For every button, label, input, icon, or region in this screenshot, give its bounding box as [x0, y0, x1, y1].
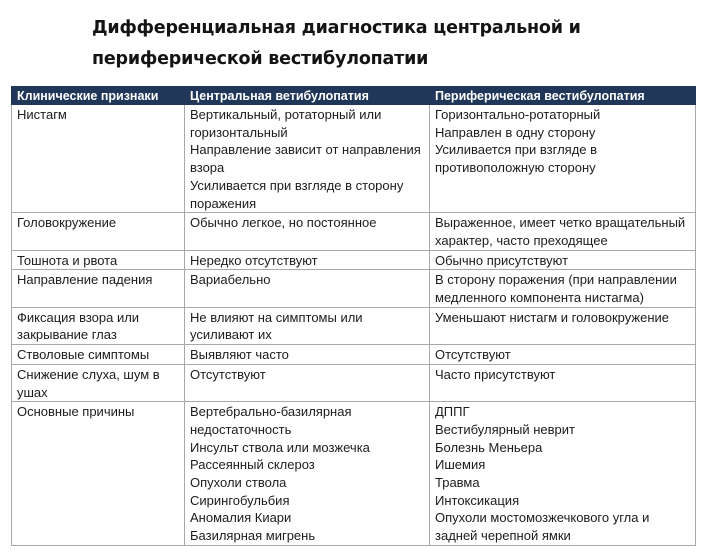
cell-central-line: Вертикальный, ротаторный или горизонтальный — [190, 107, 382, 140]
cell-peripheral-line: Направлен в одну сторону — [435, 124, 596, 140]
cell-central — [185, 213, 430, 250]
cell-central-line: Базилярная мигрень — [190, 528, 316, 544]
table-row — [12, 402, 696, 546]
cell-central-line: Нередко отсутствуют — [190, 252, 318, 268]
cell-peripheral-line: В сторону поражения (при направлении медленного компонента нистагма) — [435, 272, 677, 306]
diagnosis-table — [11, 86, 696, 546]
cell-peripheral-line: Выраженное, имеет четко вращательный характер, часто преходящее — [435, 215, 686, 248]
page-title: Дифференциальная диагностика центральной и периферической вестибулопатии — [92, 18, 581, 69]
cell-central — [185, 345, 430, 365]
header-clinical-signs: Клинические признаки — [12, 87, 185, 105]
header-peripheral: Периферическая вестибулопатия — [430, 87, 696, 105]
cell-peripheral — [430, 307, 696, 344]
header-central: Центральная ветибулопатия — [185, 87, 430, 105]
cell-clinical-sign: Фиксация взора или закрывание глаз — [12, 307, 185, 344]
table-row — [12, 364, 696, 401]
cell-central-line: Направление зависит от направления взора — [190, 142, 421, 176]
cell-peripheral-line: Болезнь Меньера — [435, 439, 543, 455]
cell-peripheral-line: Часто присутствуют — [435, 366, 556, 382]
cell-central — [185, 364, 430, 401]
cell-central-line: Не влияют на симптомы или усиливают их — [190, 309, 363, 343]
cell-central — [185, 250, 430, 270]
cell-peripheral-line: Обычно присутствуют — [435, 252, 569, 268]
cell-clinical-sign: Основные причины — [12, 402, 185, 546]
cell-clinical-sign: Стволовые симптомы — [12, 345, 185, 365]
cell-peripheral-line: Интоксикация — [435, 492, 520, 508]
cell-clinical-sign: Тошнота и рвота — [12, 250, 185, 270]
cell-central-line: Инсульт ствола или мозжечка — [190, 439, 370, 455]
cell-central-line: Отсутствуют — [190, 366, 266, 382]
cell-central-line: Вертебрально-базилярная недостаточность — [190, 404, 352, 437]
cell-clinical-sign: Нистагм — [12, 105, 185, 213]
cell-central — [185, 402, 430, 546]
cell-clinical-sign: Головокружение — [12, 213, 185, 250]
table-row — [12, 250, 696, 270]
table-row — [12, 270, 696, 307]
cell-peripheral — [430, 105, 696, 213]
cell-central-line: Опухоли ствола — [190, 475, 287, 491]
cell-peripheral-line: ДППГ — [435, 404, 470, 420]
cell-central-line: Вариабельно — [190, 272, 271, 288]
cell-peripheral-line: Уменьшают нистагм и головокружение — [435, 309, 669, 325]
table-row — [12, 345, 696, 365]
cell-clinical-sign: Направление падения — [12, 270, 185, 307]
cell-clinical-sign: Снижение слуха, шум в ушах — [12, 364, 185, 401]
cell-peripheral-line: Ишемия — [435, 457, 486, 473]
cell-peripheral — [430, 270, 696, 307]
cell-central-line: Выявляют часто — [190, 347, 289, 363]
table-row — [12, 213, 696, 250]
cell-peripheral-line: Усиливается при взгляде в противоположную сторону — [435, 142, 598, 176]
cell-peripheral-line: Горизонтально-ротаторный — [435, 107, 601, 122]
cell-peripheral — [430, 345, 696, 365]
cell-central — [185, 307, 430, 344]
cell-central-line: Аномалия Киари — [190, 510, 292, 526]
cell-peripheral — [430, 402, 696, 546]
cell-central-line: Обычно легкое, но постоянное — [190, 215, 377, 231]
cell-central-line: Рассеянный склероз — [190, 457, 315, 473]
cell-peripheral-line: Отсутствуют — [435, 347, 511, 363]
cell-peripheral-line: Вестибулярный неврит — [435, 421, 576, 437]
cell-central-line: Усиливается при взгляде в сторону поражения — [190, 177, 404, 211]
cell-peripheral — [430, 250, 696, 270]
cell-central — [185, 270, 430, 307]
table-row — [12, 307, 696, 344]
table-header-row — [12, 87, 696, 105]
cell-peripheral — [430, 364, 696, 401]
cell-peripheral-line: Опухоли мостомозжечкового угла и задней черепной ямки — [435, 510, 650, 544]
cell-central — [185, 105, 430, 213]
cell-peripheral-line: Травма — [435, 475, 480, 491]
table-row — [12, 105, 696, 213]
cell-peripheral — [430, 213, 696, 250]
cell-central-line: Сирингобульбия — [190, 492, 290, 508]
